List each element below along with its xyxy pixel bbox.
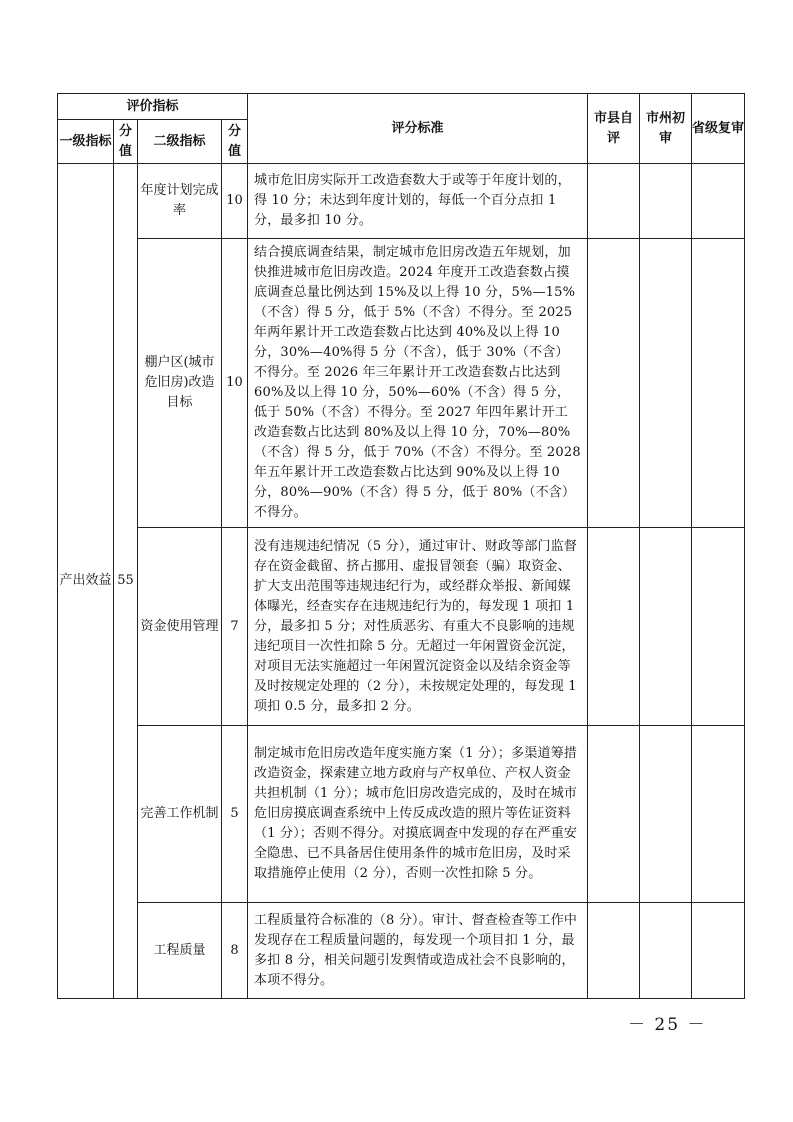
page-number: － 25 － (628, 1015, 707, 1035)
province-review-cell (692, 164, 745, 239)
city-initial-cell (640, 239, 692, 528)
level2-name: 棚户区(城市危旧房)改造目标 (138, 239, 222, 528)
county-self-cell (588, 528, 640, 726)
city-initial-cell (640, 903, 692, 999)
level2-name: 年度计划完成率 (138, 164, 222, 239)
table-row (58, 903, 745, 999)
table-row (58, 164, 745, 239)
level2-name: 资金使用管理 (138, 528, 222, 726)
city-initial-cell (640, 726, 692, 903)
table-row (58, 239, 745, 528)
table-row (58, 726, 745, 903)
province-review-cell (692, 239, 745, 528)
county-self-cell (588, 164, 640, 239)
level2-name: 完善工作机制 (138, 726, 222, 903)
header-county-self: 市县自评 (588, 94, 640, 164)
level1-score: 55 (114, 164, 138, 999)
level2-score: 5 (222, 726, 248, 903)
criteria-text: 结合摸底调查结果，制定城市危旧房改造五年规划，加快推进城市危旧房改造。2024 年度开工改造套数占摸底调查总量比例达到 15%及以上得 10 分，5%—15%（不含）得 5 分，低于 5%（不含）不得分。至 2025 年两年累计开工改造套数占比达到 40%及以上得 10 分，30%—40%得 5 分（不含），低于 30%（不含）不得分。至 2026 年三年累计开工改造套数占比达到 60%及以上得 10 分，50%—60%（不含）得 5 分，低于 50%（不含）不得分。至 2027 年四年累计开工改造套数占比达到 80%及以上得 10 分，70%—80%（不含）得 5 分，低于 70%（不含）不得分。至 2028 年五年累计开工改造套数占比达到 90%及以上得 10 分，80%—90%（不含）得 5 分，低于 80%（不含）不得分。 (248, 239, 588, 528)
header-province-review: 省级复审 (692, 94, 745, 164)
province-review-cell (692, 903, 745, 999)
province-review-cell (692, 528, 745, 726)
header-group-title: 评价指标 (58, 94, 248, 120)
level2-score: 10 (222, 239, 248, 528)
county-self-cell (588, 239, 640, 528)
level2-name: 工程质量 (138, 903, 222, 999)
criteria-text: 工程质量符合标准的（8 分）。审计、督查检查等工作中发现存在工程质量问题的，每发现一个项目扣 1 分，最多扣 8 分，相关问题引发舆情或造成社会不良影响的，本项不得分。 (248, 903, 588, 999)
county-self-cell (588, 903, 640, 999)
criteria-text: 没有违规违纪情况（5 分），通过审计、财政等部门监督存在资金截留、挤占挪用、虚报冒领套（骗）取资金、扩大支出范围等违规违纪行为，或经群众举报、新闻媒体曝光，经查实存在违规违纪行为的，每发现 1 项扣 1 分，最多扣 5 分；对性质恶劣、有重大不良影响的违规违纪项目一次性扣除 5 分。无超过一年闲置资金沉淀，对项目无法实施超过一年闲置沉淀资金以及结余资金等及时按规定处理的（2 分），未按规定处理的，每发现 1 项扣 0.5 分，最多扣 2 分。 (248, 528, 588, 726)
level2-score: 10 (222, 164, 248, 239)
level2-score: 7 (222, 528, 248, 726)
city-initial-cell (640, 164, 692, 239)
header-l2-score: 分值 (222, 120, 248, 164)
criteria-text: 制定城市危旧房改造年度实施方案（1 分）；多渠道筹措改造资金，探索建立地方政府与产权单位、产权人资金共担机制（1 分）；城市危旧房改造完成的，及时在城市危旧房摸底调查系统中上传反成改造的照片等佐证资料（1 分）；否则不得分。对摸底调查中发现的存在严重安全隐患、已不具备居住使用条件的城市危旧房，及时采取措施停止使用（2 分），否则一次性扣除 5 分。 (248, 726, 588, 903)
table-row (58, 528, 745, 726)
header-city-initial: 市州初审 (640, 94, 692, 164)
criteria-text: 城市危旧房实际开工改造套数大于或等于年度计划的，得 10 分；未达到年度计划的，每低一个百分点扣 1 分，最多扣 10 分。 (248, 164, 588, 239)
evaluation-table (57, 93, 745, 999)
header-l2-indicator: 二级指标 (138, 120, 222, 164)
header-criteria: 评分标准 (248, 94, 588, 164)
city-initial-cell (640, 528, 692, 726)
level1-name: 产出效益 (58, 164, 114, 999)
level2-score: 8 (222, 903, 248, 999)
province-review-cell (692, 726, 745, 903)
county-self-cell (588, 726, 640, 903)
header-l1-indicator: 一级指标 (58, 120, 114, 164)
header-l1-score: 分值 (114, 120, 138, 164)
